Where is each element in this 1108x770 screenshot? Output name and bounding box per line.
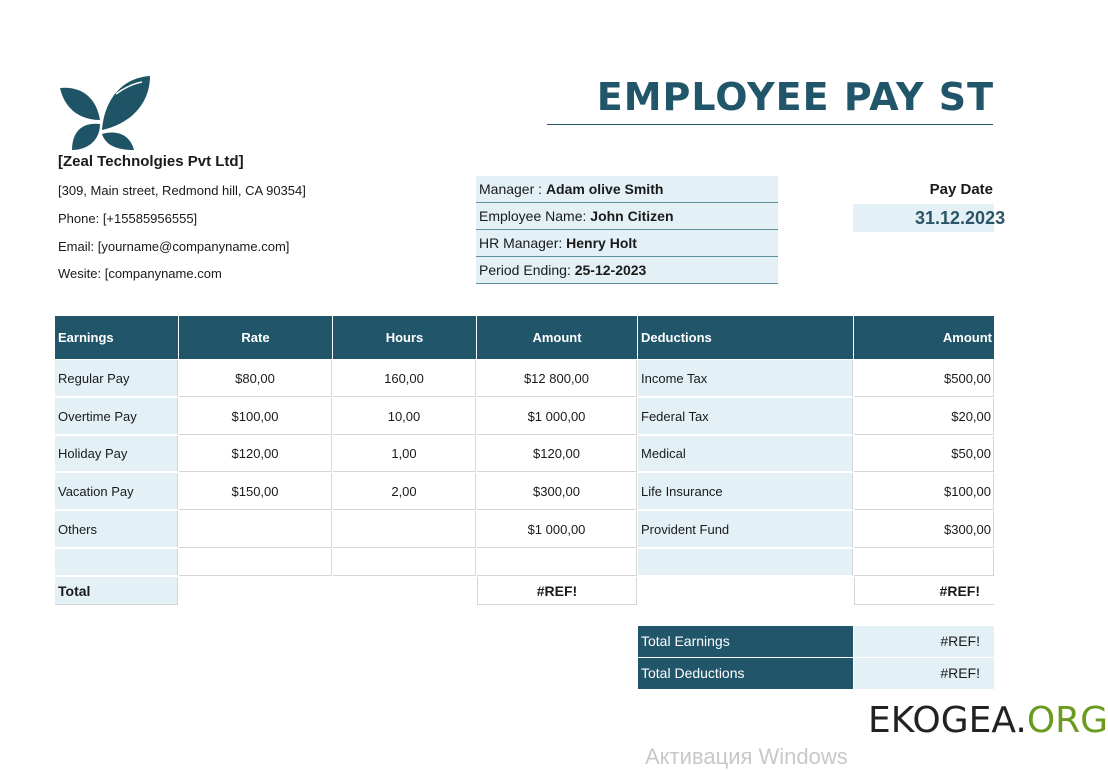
table-cell-hours[interactable]: 2,00 (333, 473, 476, 510)
table-cell-rate[interactable] (179, 549, 332, 576)
hr-manager-row[interactable] (476, 230, 778, 257)
company-logo-leaf-icon (58, 74, 154, 152)
table-cell-rate[interactable]: $100,00 (179, 398, 332, 435)
table-cell-ded-amount[interactable]: $20,00 (854, 398, 994, 435)
total-earnings-label: Total Earnings (638, 626, 853, 657)
pay-date-cell[interactable] (853, 204, 1006, 232)
windows-activation-text: Активация Windows (645, 744, 848, 769)
table-cell-earning[interactable] (55, 549, 178, 576)
table-cell-hours[interactable]: 1,00 (333, 436, 476, 472)
table-cell-deduction[interactable] (638, 549, 853, 576)
company-email: Email: [yourname@companyname.com] (58, 239, 290, 254)
hr-manager-label: HR Manager: (479, 235, 567, 251)
table-cell-deduction[interactable]: Provident Fund (638, 511, 853, 548)
manager-label: Manager : (479, 181, 546, 197)
table-cell-ded-amount[interactable]: $300,00 (854, 511, 994, 548)
period-ending-row[interactable] (476, 257, 778, 284)
pay-date-label: Pay Date (929, 181, 993, 198)
header-rate: Rate (179, 316, 332, 359)
table-cell-earning[interactable]: Overtime Pay (55, 398, 178, 435)
table-cell-amount[interactable]: $1 000,00 (477, 511, 637, 548)
table-cell-amount[interactable]: $12 800,00 (477, 360, 637, 397)
table-cell-hours[interactable] (333, 549, 476, 576)
watermark-main: EKOGEA. (868, 700, 1027, 741)
table-cell-earning[interactable]: Holiday Pay (55, 436, 178, 472)
table-cell-amount[interactable]: $300,00 (477, 473, 637, 510)
total-deductions-value[interactable]: #REF! (854, 658, 994, 689)
table-cell-deduction[interactable]: Income Tax (638, 360, 853, 397)
table-cell-rate[interactable] (179, 511, 332, 548)
table-cell-amount[interactable] (477, 549, 637, 576)
earnings-deductions-table (55, 316, 994, 606)
header-earnings: Earnings (55, 316, 178, 359)
employee-name-value: John Citizen (590, 208, 674, 224)
period-ending-label: Period Ending: (479, 262, 575, 278)
title-underline (547, 124, 993, 125)
total-label: Total (55, 577, 178, 605)
total-earnings-value[interactable]: #REF! (854, 626, 994, 657)
table-cell-earning[interactable]: Regular Pay (55, 360, 178, 397)
table-cell-ded-amount[interactable]: $500,00 (854, 360, 994, 397)
watermark-suffix: ORG (1026, 700, 1108, 741)
table-cell-amount[interactable]: $120,00 (477, 436, 637, 472)
pay-date-value: 31.12.2023 (915, 208, 1006, 228)
header-amount: Amount (477, 316, 637, 359)
period-ending-value: 25-12-2023 (574, 262, 647, 278)
company-address: [309, Main street, Redmond hill, CA 90354] (58, 183, 306, 198)
table-cell-ded-amount[interactable] (854, 549, 994, 576)
site-watermark (868, 700, 1108, 741)
table-cell-amount[interactable]: $1 000,00 (477, 398, 637, 435)
hr-manager-value: Henry Holt (566, 235, 637, 251)
table-cell-ded-amount[interactable]: $100,00 (854, 473, 994, 510)
header-deductions: Deductions (638, 316, 853, 359)
table-cell-rate[interactable]: $150,00 (179, 473, 332, 510)
table-cell-earning[interactable]: Others (55, 511, 178, 548)
table-cell-rate[interactable]: $80,00 (179, 360, 332, 397)
manager-value: Adam olive Smith (545, 181, 664, 197)
employee-name-label: Employee Name: (479, 208, 591, 224)
total-deductions-amount[interactable]: #REF! (854, 577, 994, 605)
table-cell-deduction[interactable]: Life Insurance (638, 473, 853, 510)
table-cell-ded-amount[interactable]: $50,00 (854, 436, 994, 472)
employee-info-box (476, 176, 778, 284)
table-cell-hours[interactable]: 160,00 (333, 360, 476, 397)
company-phone: Phone: [+15585956555] (58, 211, 198, 226)
company-name: [Zeal Technolgies Pvt Ltd] (58, 153, 244, 170)
table-cell-deduction[interactable]: Federal Tax (638, 398, 853, 435)
manager-row[interactable] (476, 176, 778, 203)
employee-name-row[interactable] (476, 203, 778, 230)
header-ded-amount: Amount (854, 316, 994, 359)
total-amount[interactable]: #REF! (477, 577, 637, 605)
page-title: EMPLOYEE PAY ST (596, 75, 994, 119)
total-deductions-label: Total Deductions (638, 658, 853, 689)
header-hours: Hours (333, 316, 476, 359)
table-cell-earning[interactable]: Vacation Pay (55, 473, 178, 510)
table-cell-hours[interactable]: 10,00 (333, 398, 476, 435)
table-cell-hours[interactable] (333, 511, 476, 548)
company-website: Wesite: [companyname.com (58, 266, 222, 281)
table-cell-deduction[interactable]: Medical (638, 436, 853, 472)
table-cell-rate[interactable]: $120,00 (179, 436, 332, 472)
